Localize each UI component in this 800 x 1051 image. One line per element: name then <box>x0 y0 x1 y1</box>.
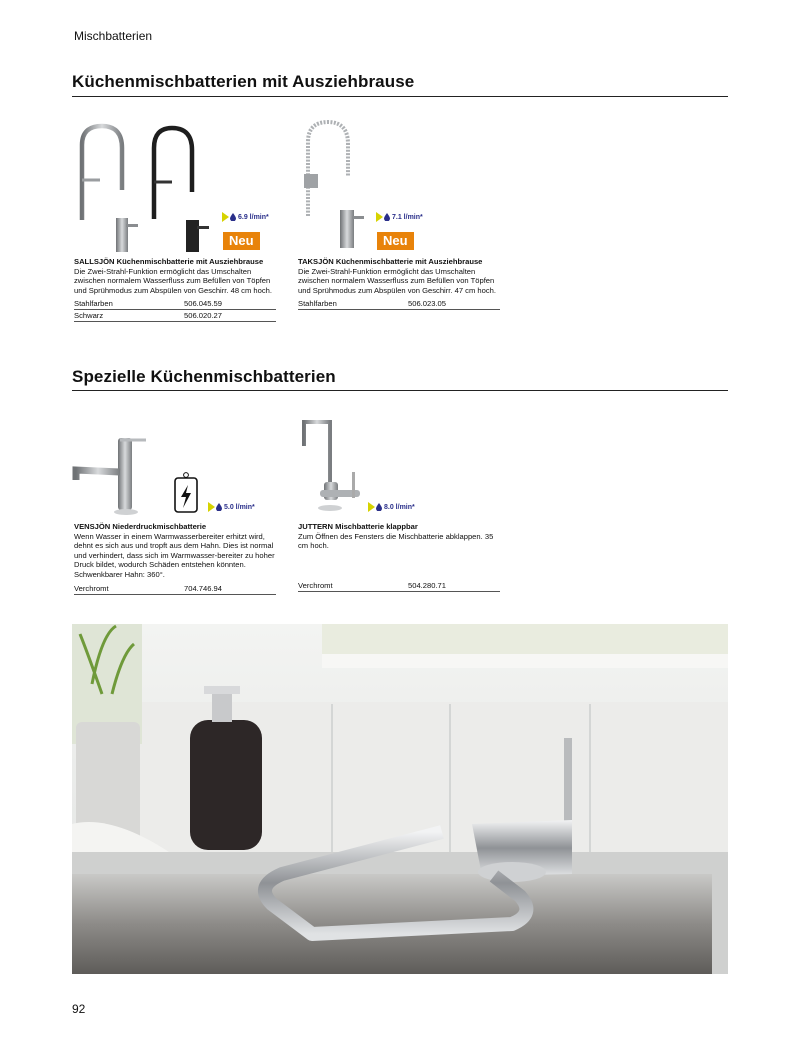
section-title-pull-out: Küchenmischbatterien mit Ausziehbrause <box>72 72 415 91</box>
article-table <box>298 298 500 310</box>
variant-label: Stahlfarben <box>298 299 337 309</box>
variant-label: Schwarz <box>74 311 104 321</box>
eco-wedge-icon <box>368 502 375 512</box>
article-number: 704.746.94 <box>184 583 223 593</box>
table-row <box>298 580 500 592</box>
eco-wedge-icon <box>208 502 215 512</box>
flow-rate-value: 5.0 l/min* <box>224 503 255 511</box>
table-row <box>74 583 276 595</box>
water-drop-icon <box>216 503 222 511</box>
product-name: TAKSJÖN Küchenmischbatterie mit Ausziehbrause <box>298 257 483 266</box>
water-drop-icon <box>230 213 236 221</box>
table-row <box>74 298 276 310</box>
flow-rate-label <box>222 212 269 222</box>
flow-rate-value: 7.1 l/min* <box>392 213 423 221</box>
kitchen-sink-photo <box>72 624 728 974</box>
product-description: Die Zwei-Strahl-Funktion ermöglicht das Umschalten zwischen normalem Wasserfluss zum Befüllen von Töpfen und Sprühmodus zum Abspülen von Geschirr. 47 cm hoch. <box>298 266 496 295</box>
sallsjon-steel-faucet-image <box>70 120 150 252</box>
flow-rate-label <box>208 502 255 512</box>
flow-rate-label <box>368 502 415 512</box>
product-description: Zum Öffnen des Fensters die Mischbatterie abklappen. 35 cm hoch. <box>298 531 494 551</box>
new-badge: Neu <box>223 232 260 250</box>
article-number: 506.045.59 <box>184 299 223 309</box>
article-number: 506.020.27 <box>184 311 223 321</box>
taksjon-faucet-image <box>296 116 376 250</box>
product-name: SALLSJÖN Küchenmischbatterie mit Ausziehbrause <box>74 257 264 266</box>
eco-wedge-icon <box>376 212 383 222</box>
page-number: 92 <box>72 1002 86 1016</box>
section-rule <box>72 390 728 391</box>
vensjon-faucet-image <box>70 430 160 516</box>
article-table <box>74 583 276 595</box>
variant-label: Verchromt <box>74 583 109 593</box>
eco-wedge-icon <box>222 212 229 222</box>
flow-rate-value: 8.0 l/min* <box>384 503 415 511</box>
water-heater-icon <box>172 472 202 516</box>
section-rule <box>72 96 728 97</box>
table-row <box>74 310 276 322</box>
flow-rate-value: 6.9 l/min* <box>238 213 269 221</box>
new-badge: Neu <box>377 232 414 250</box>
product-taksjon <box>298 257 500 310</box>
product-sallsjon <box>74 257 276 322</box>
article-table <box>298 580 500 592</box>
water-drop-icon <box>376 503 382 511</box>
table-row <box>298 298 500 310</box>
product-name: VENSJÖN Niederdruckmischbatterie <box>74 522 207 531</box>
section-title-special: Spezielle Küchenmischbatterien <box>72 367 336 386</box>
water-drop-icon <box>384 213 390 221</box>
article-table <box>74 298 276 322</box>
product-juttern <box>298 522 500 592</box>
product-name: JUTTERN Mischbatterie klappbar <box>298 522 418 531</box>
article-number: 506.023.05 <box>408 299 447 309</box>
product-description: Wenn Wasser in einem Warmwasserbereiter erhitzt wird, dehnt es sich aus und tropft aus dem Hahn. Dies ist normal und verhindert, dass sich im Warmwasser-bereiter zu hoher Druck bildet, wodurch Schäden entstehen könnten. Schwenkbarer Hahn: 360°. <box>74 531 275 579</box>
juttern-faucet-image <box>296 416 366 516</box>
variant-label: Stahlfarben <box>74 299 113 309</box>
product-vensjon <box>74 522 276 595</box>
sallsjon-black-faucet-image <box>148 124 218 252</box>
product-description: Die Zwei-Strahl-Funktion ermöglicht das Umschalten zwischen normalem Wasserfluss zum Befüllen von Töpfen und Sprühmodus zum Abspülen von Geschirr. 48 cm hoch. <box>74 266 272 295</box>
flow-rate-label <box>376 212 423 222</box>
article-number: 504.280.71 <box>408 580 447 590</box>
variant-label: Verchromt <box>298 580 333 590</box>
running-head: Mischbatterien <box>74 29 153 43</box>
